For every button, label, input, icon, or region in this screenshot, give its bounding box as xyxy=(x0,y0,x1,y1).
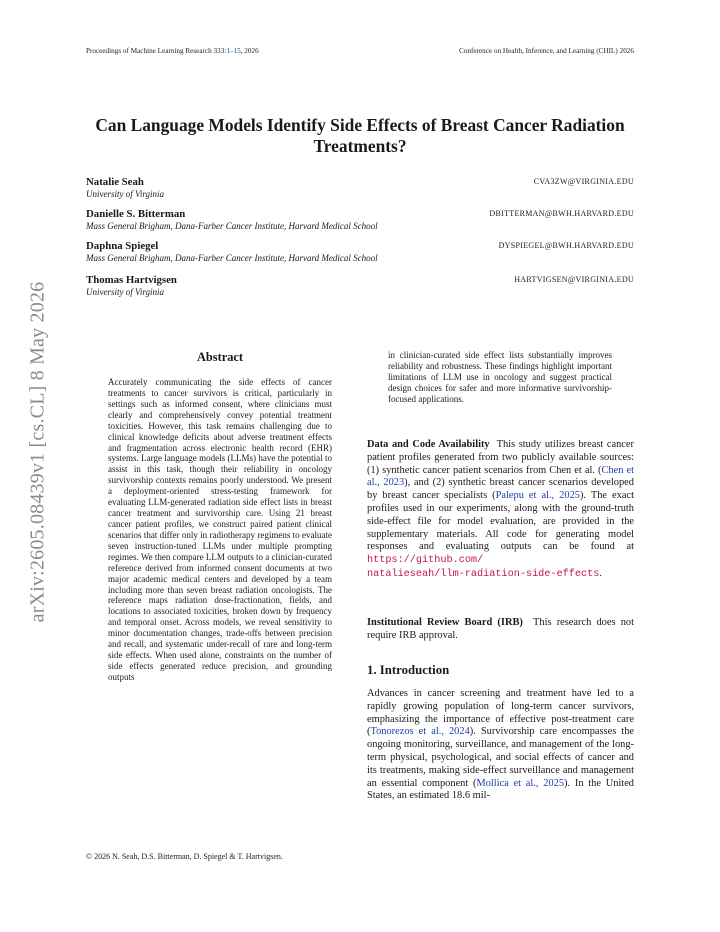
author-name: Thomas Hartvigsen xyxy=(86,274,177,286)
citation-link[interactable]: Tonorezos et al., 2024 xyxy=(370,726,470,738)
running-header-left: Proceedings of Machine Learning Research 333:1–15, 2026 xyxy=(86,47,259,55)
author-block xyxy=(86,240,634,264)
author-name: Daphna Spiegel xyxy=(86,240,159,252)
author-email[interactable]: DBITTERMAN@BWH.HARVARD.EDU xyxy=(489,209,634,218)
running-header-right: Conference on Health, Inference, and Learning (CHIL) 2026 xyxy=(458,47,634,55)
author-block xyxy=(86,208,634,232)
author-block xyxy=(86,274,634,298)
copyright-footer: © 2026 N. Seah, D.S. Bitterman, D. Spiegel & T. Hartvigsen. xyxy=(86,852,283,861)
citation-link[interactable]: Palepu et al., 2025 xyxy=(495,490,580,502)
abstract-text: Accurately communicating the side effects of cancer treatments to cancer survivors is critical, particularly in settings such as informed consent, where clinicians must clearly and comprehensively convey potential treatment toxicities. However, this task remains challenging due to clinical knowledge deficits about adverse treatment effects and fragmentation across electronic health record (EHR) systems. Large language models (LLMs) have the potential to assist in this task, though their reliability in oncology survivorship contexts remains poorly understood. We present a deployment-oriented stress-testing framework for evaluating LLM-generated radiation side effect lists in breast cancer treatment and survivorship care. Using 21 breast cancer patient profiles, we construct paired patient clinical scenarios that differ only in radiotherapy regimens to evaluate seven instruction-tuned LLMs under multiple prompting regimes. We then compare LLM outputs to a clinician-curated reference derived from informed consent documents at two major academic medical centers and developed by a team including more than seven breast radiation oncologists. The reference maps radiation dose-fractionation, fields, and locations to associated toxicities, broken down by frequency and temporal onset. Across models, we reveal sensitivity to minor documentation changes, trade-offs between precision and recall, and systematic under-recall of rare and long-term side effects. When used alone, constraints on the number of side effects generated reduce precision, and grounding outputs xyxy=(108,377,332,682)
citation-link[interactable]: Mollica et al., 2025 xyxy=(476,777,565,789)
author-block xyxy=(86,176,634,200)
paper-title: Can Language Models Identify Side Effects of Breast Cancer Radiation Treatments? xyxy=(95,115,625,156)
data-availability-heading: Data and Code Availability xyxy=(367,439,490,450)
author-affiliation: Mass General Brigham, Dana-Farber Cancer Institute, Harvard Medical School xyxy=(86,221,378,231)
code-url-link[interactable]: https://github.com/ xyxy=(367,555,484,567)
irb-paragraph: Institutional Review Board (IRB) This research does not require IRB approval. xyxy=(367,617,634,641)
author-name: Danielle S. Bitterman xyxy=(86,208,186,220)
author-affiliation: University of Virginia xyxy=(86,287,164,297)
author-email[interactable]: CVA3ZW@VIRGINIA.EDU xyxy=(533,177,634,186)
introduction-heading: 1. Introduction xyxy=(367,663,450,677)
irb-heading: Institutional Review Board (IRB) xyxy=(367,617,523,628)
author-affiliation: University of Virginia xyxy=(86,189,164,199)
abstract-text-continued: in clinician-curated side effect lists substantially improves reliability and robustness. These findings highlight important limitations of LLM use in oncology and suggest practical design choices for safer and more informative survivorship-focused applications. xyxy=(388,350,612,404)
abstract-heading: Abstract xyxy=(196,350,244,364)
introduction-paragraph: Advances in cancer screening and treatment have led to a rapidly growing population of long-term cancer survivors, emphasizing the importance of effective post-treatment care (Tonorezos et al., 2024). Survivorship care encompasses the ongoing monitoring, surveillance, and management of the long-term physical, psychological, and social effects of cancer and its treatments, making side-effect surveillance and management an essential component (Mollica et al., 2025). In the United States, an estimated 18.6 mil- xyxy=(367,688,634,802)
page-range-link[interactable]: 1–15 xyxy=(226,47,241,55)
author-email[interactable]: DYSPIEGEL@BWH.HARVARD.EDU xyxy=(498,241,634,250)
data-availability-paragraph: Data and Code Availability This study utilizes breast cancer patient profiles generated from two publicly available sources: (1) synthetic cancer patient scenarios from Chen et al. (Chen et al., 2023), and (2) synthetic breast cancer scenarios developed by breast cancer specialists (Palepu et al., 2025). The exact profiles used in our experiments, along with the ground-truth side-effect file for model evaluation, are provided in the supplementary materials. All code for generating model responses and evaluating outputs can be found at https://github.com/ natalieseah/llm-radiation-side-effects. xyxy=(367,439,635,580)
author-email[interactable]: HARTVIGSEN@VIRGINIA.EDU xyxy=(514,275,634,284)
code-url-link[interactable]: natalieseah/llm-radiation-side-effects xyxy=(367,568,600,580)
author-affiliation: Mass General Brigham, Dana-Farber Cancer Institute, Harvard Medical School xyxy=(86,253,378,263)
arxiv-stamp: arXiv:2605.08439v1 [cs.CL] 8 May 2026 xyxy=(26,281,49,623)
author-name: Natalie Seah xyxy=(86,176,144,188)
citation-link[interactable]: Chen et al., 2023 xyxy=(367,464,635,489)
